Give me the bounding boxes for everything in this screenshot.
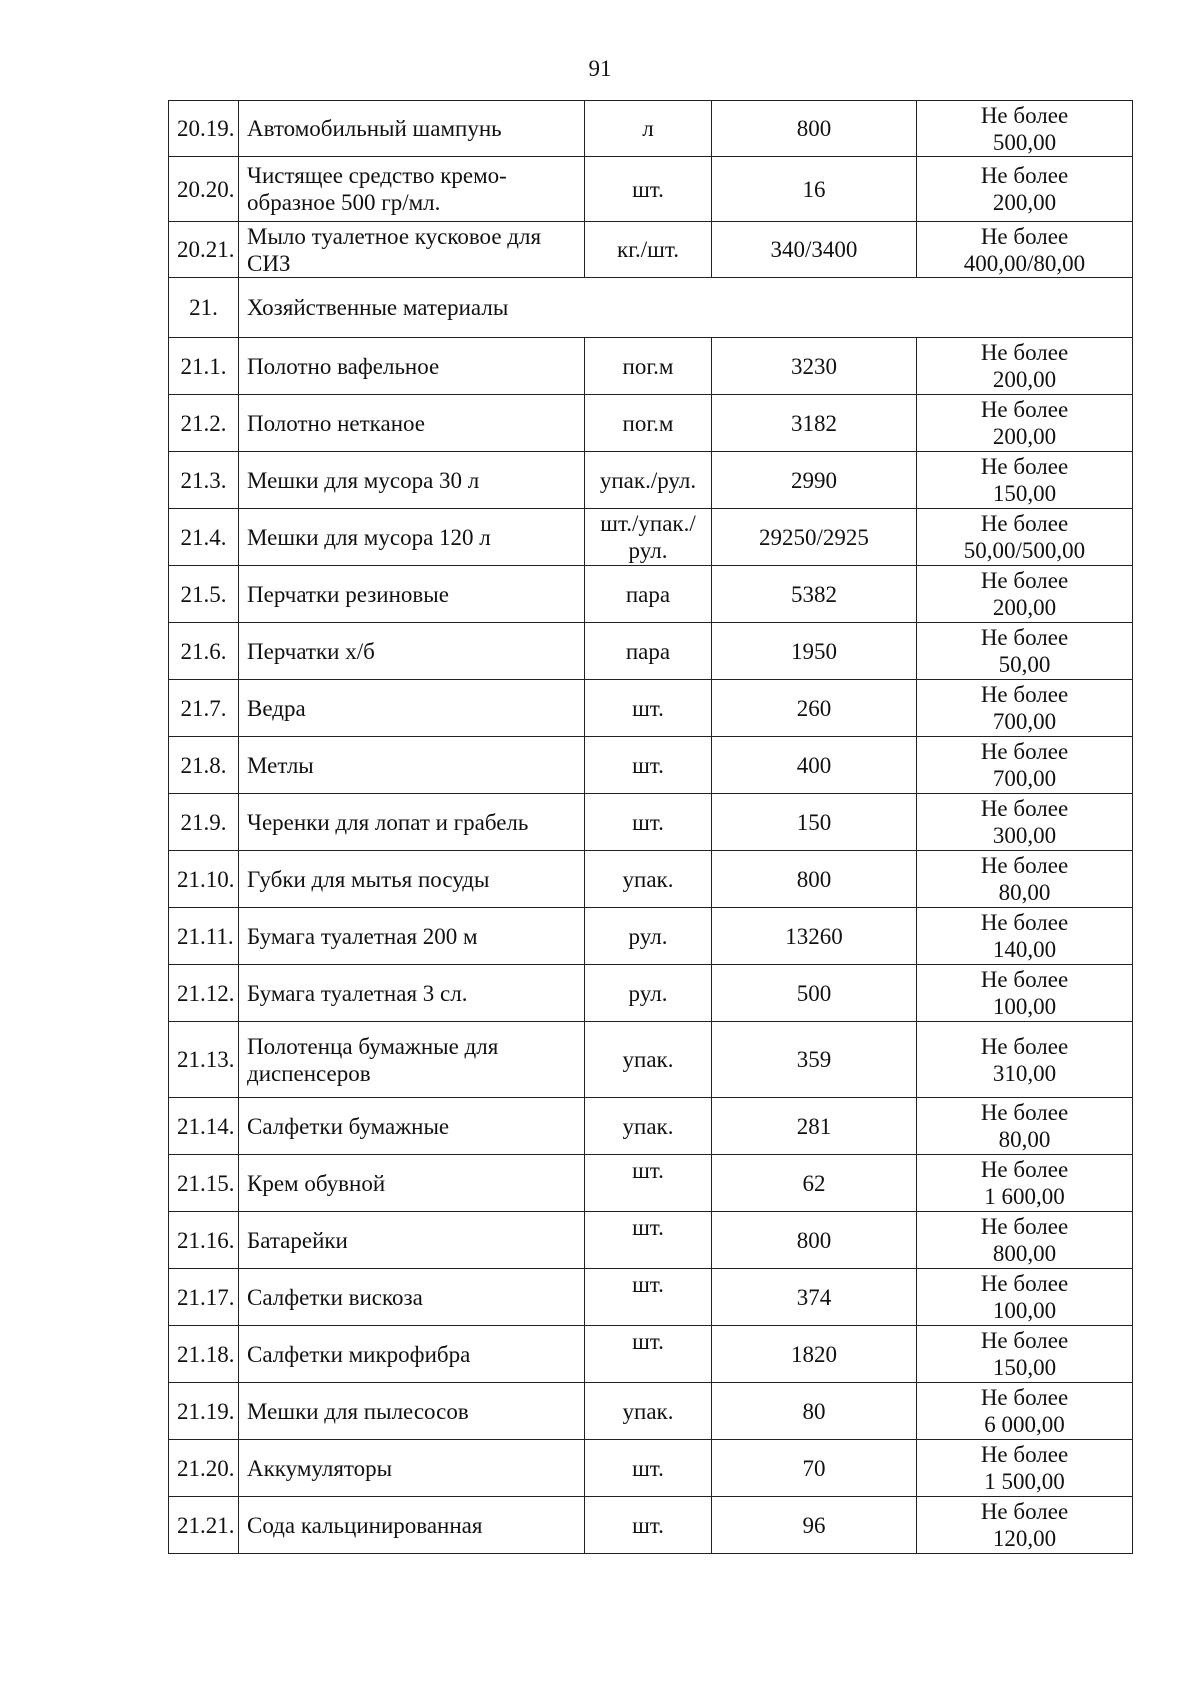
item-price — [917, 1212, 1133, 1269]
item-name: Полотно вафельное — [239, 338, 585, 395]
table-row — [169, 566, 1133, 623]
item-number: 21.18. — [169, 1326, 239, 1383]
item-quantity: 62 — [712, 1155, 917, 1212]
price-prefix: Не более — [980, 511, 1069, 536]
item-price — [917, 1497, 1133, 1554]
item-unit: кг./шт. — [585, 222, 712, 278]
item-quantity: 340/3400 — [712, 222, 917, 278]
item-name: Салфетки вискоза — [239, 1269, 585, 1326]
price-value: 700,00 — [992, 709, 1057, 734]
price-prefix: Не более — [980, 739, 1069, 764]
item-unit: пог.м — [585, 395, 712, 452]
price-prefix: Не более — [980, 910, 1069, 935]
item-unit: шт. — [585, 1212, 712, 1269]
price-value: 200,00 — [992, 190, 1057, 215]
section-row — [169, 278, 1133, 338]
table-row — [169, 965, 1133, 1022]
table-row — [169, 908, 1133, 965]
section-title: Хозяйственные материалы — [239, 278, 1133, 338]
item-price — [917, 1326, 1133, 1383]
item-number: 21.3. — [169, 452, 239, 509]
table-row — [169, 101, 1133, 157]
item-price — [917, 452, 1133, 509]
price-prefix: Не более — [980, 454, 1069, 479]
item-quantity: 2990 — [712, 452, 917, 509]
price-value: 50,00/500,00 — [963, 538, 1086, 563]
price-prefix: Не более — [980, 1157, 1069, 1182]
item-quantity: 1950 — [712, 623, 917, 680]
item-quantity: 281 — [712, 1098, 917, 1155]
price-value: 1 500,00 — [984, 1469, 1065, 1494]
item-name: Ведра — [239, 680, 585, 737]
item-name: Аккумуляторы — [239, 1440, 585, 1497]
item-name: Мыло туалетное кусковое для СИЗ — [239, 222, 585, 278]
table-row — [169, 1497, 1133, 1554]
page-number: 91 — [588, 56, 612, 81]
price-prefix: Не более — [980, 1442, 1069, 1467]
price-value: 6 000,00 — [984, 1412, 1065, 1437]
item-number: 20.20. — [169, 157, 239, 222]
item-unit: упак. — [585, 1098, 712, 1155]
item-price — [917, 395, 1133, 452]
price-prefix: Не более — [980, 967, 1069, 992]
price-prefix: Не более — [980, 163, 1069, 188]
table-row — [169, 1269, 1133, 1326]
item-price — [917, 157, 1133, 222]
item-price — [917, 1098, 1133, 1155]
table-row — [169, 1098, 1133, 1155]
price-value: 200,00 — [992, 424, 1057, 449]
item-name: Чистящее средство кремо-образное 500 гр/мл. — [239, 157, 585, 222]
item-number: 21.21. — [169, 1497, 239, 1554]
price-prefix: Не более — [980, 853, 1069, 878]
item-unit: шт. — [585, 737, 712, 794]
item-name: Бумага туалетная 200 м — [239, 908, 585, 965]
price-prefix: Не более — [980, 1033, 1069, 1059]
item-number: 21.6. — [169, 623, 239, 680]
item-quantity: 1820 — [712, 1326, 917, 1383]
table-row — [169, 395, 1133, 452]
price-value: 400,00/80,00 — [963, 250, 1086, 276]
item-name: Мешки для пылесосов — [239, 1383, 585, 1440]
item-quantity: 260 — [712, 680, 917, 737]
item-quantity: 29250/2925 — [712, 509, 917, 566]
price-prefix: Не более — [980, 1385, 1069, 1410]
item-quantity: 80 — [712, 1383, 917, 1440]
price-prefix: Не более — [980, 796, 1069, 821]
price-value: 200,00 — [992, 367, 1057, 392]
item-unit: шт. — [585, 1269, 712, 1326]
item-price — [917, 509, 1133, 566]
item-quantity: 3182 — [712, 395, 917, 452]
price-prefix: Не более — [980, 397, 1069, 422]
table-row — [169, 452, 1133, 509]
table-row — [169, 1212, 1133, 1269]
table-row — [169, 851, 1133, 908]
item-unit: шт. — [585, 157, 712, 222]
item-name: Батарейки — [239, 1212, 585, 1269]
table-row — [169, 338, 1133, 395]
item-price — [917, 737, 1133, 794]
item-price — [917, 101, 1133, 157]
table-row — [169, 737, 1133, 794]
table-row — [169, 794, 1133, 851]
price-value: 800,00 — [992, 1241, 1057, 1266]
item-number: 21.19. — [169, 1383, 239, 1440]
materials-table — [168, 100, 1133, 1554]
item-unit: упак. — [585, 851, 712, 908]
item-number: 20.19. — [169, 101, 239, 157]
item-unit: упак./рул. — [585, 452, 712, 509]
item-unit: пара — [585, 623, 712, 680]
item-name: Салфетки бумажные — [239, 1098, 585, 1155]
item-quantity: 374 — [712, 1269, 917, 1326]
price-prefix: Не более — [980, 1214, 1069, 1239]
item-unit: шт. — [585, 1440, 712, 1497]
price-prefix: Не более — [980, 1499, 1069, 1524]
table-row — [169, 157, 1133, 222]
price-prefix: Не более — [980, 340, 1069, 365]
table-row — [169, 680, 1133, 737]
table-row — [169, 1022, 1133, 1098]
price-prefix: Не более — [980, 1271, 1069, 1296]
item-unit: пара — [585, 566, 712, 623]
table-row — [169, 1383, 1133, 1440]
item-number: 20.21. — [169, 222, 239, 278]
item-price — [917, 794, 1133, 851]
item-price — [917, 1440, 1133, 1497]
item-unit: шт. — [585, 1326, 712, 1383]
item-number: 21.8. — [169, 737, 239, 794]
item-name: Сода кальцинированная — [239, 1497, 585, 1554]
item-number: 21.7. — [169, 680, 239, 737]
item-price — [917, 680, 1133, 737]
table-row — [169, 1440, 1133, 1497]
item-unit: рул. — [585, 965, 712, 1022]
item-unit: упак. — [585, 1383, 712, 1440]
item-price — [917, 338, 1133, 395]
item-number: 21.14. — [169, 1098, 239, 1155]
item-number: 21.1. — [169, 338, 239, 395]
item-quantity: 13260 — [712, 908, 917, 965]
price-value: 300,00 — [992, 823, 1057, 848]
table-row — [169, 623, 1133, 680]
price-value: 150,00 — [992, 1355, 1057, 1380]
item-price — [917, 908, 1133, 965]
item-number: 21.11. — [169, 908, 239, 965]
item-name: Салфетки микрофибра — [239, 1326, 585, 1383]
item-name: Перчатки резиновые — [239, 566, 585, 623]
item-quantity: 400 — [712, 737, 917, 794]
item-name: Мешки для мусора 30 л — [239, 452, 585, 509]
item-quantity: 800 — [712, 101, 917, 157]
price-value: 100,00 — [992, 994, 1057, 1019]
item-number: 21.5. — [169, 566, 239, 623]
item-number: 21.4. — [169, 509, 239, 566]
item-name: Полотно нетканое — [239, 395, 585, 452]
item-unit: шт. — [585, 680, 712, 737]
item-unit: шт. — [585, 1155, 712, 1212]
price-value: 200,00 — [992, 595, 1057, 620]
item-unit: рул. — [585, 908, 712, 965]
item-name: Автомобильный шампунь — [239, 101, 585, 157]
table-row — [169, 509, 1133, 566]
price-value: 150,00 — [992, 481, 1057, 506]
price-prefix: Не более — [980, 682, 1069, 707]
price-prefix: Не более — [980, 102, 1069, 128]
price-prefix: Не более — [980, 568, 1069, 593]
price-value: 140,00 — [992, 937, 1057, 962]
item-quantity: 96 — [712, 1497, 917, 1554]
item-number: 21.13. — [169, 1022, 239, 1098]
item-quantity: 800 — [712, 851, 917, 908]
item-price — [917, 1383, 1133, 1440]
item-price — [917, 965, 1133, 1022]
item-price — [917, 1269, 1133, 1326]
price-value: 80,00 — [998, 880, 1051, 905]
item-unit: шт. — [585, 794, 712, 851]
item-unit: шт./упак./ рул. — [585, 509, 712, 566]
item-name: Полотенца бумажные для диспенсеров — [239, 1022, 585, 1098]
price-value: 310,00 — [992, 1060, 1057, 1086]
price-prefix: Не более — [980, 625, 1069, 650]
price-value: 500,00 — [992, 129, 1057, 155]
item-quantity: 500 — [712, 965, 917, 1022]
item-unit: шт. — [585, 1497, 712, 1554]
item-unit: упак. — [585, 1022, 712, 1098]
item-unit: пог.м — [585, 338, 712, 395]
item-name: Мешки для мусора 120 л — [239, 509, 585, 566]
item-price — [917, 1022, 1133, 1098]
item-name: Бумага туалетная 3 сл. — [239, 965, 585, 1022]
item-number: 21.9. — [169, 794, 239, 851]
item-price — [917, 566, 1133, 623]
item-quantity: 800 — [712, 1212, 917, 1269]
item-name: Черенки для лопат и грабель — [239, 794, 585, 851]
item-price — [917, 1155, 1133, 1212]
item-unit: л — [585, 101, 712, 157]
item-quantity: 70 — [712, 1440, 917, 1497]
item-price — [917, 623, 1133, 680]
item-price — [917, 222, 1133, 278]
item-name: Перчатки х/б — [239, 623, 585, 680]
item-name: Губки для мытья посуды — [239, 851, 585, 908]
item-number: 21.2. — [169, 395, 239, 452]
price-value: 1 600,00 — [984, 1184, 1065, 1209]
table-row — [169, 222, 1133, 278]
table-row — [169, 1155, 1133, 1212]
item-quantity: 3230 — [712, 338, 917, 395]
item-quantity: 359 — [712, 1022, 917, 1098]
price-prefix: Не более — [980, 1328, 1069, 1353]
item-number: 21.15. — [169, 1155, 239, 1212]
item-number: 21.16. — [169, 1212, 239, 1269]
item-name: Метлы — [239, 737, 585, 794]
item-number: 21.17. — [169, 1269, 239, 1326]
price-value: 120,00 — [992, 1526, 1057, 1551]
item-quantity: 150 — [712, 794, 917, 851]
price-prefix: Не более — [980, 223, 1069, 249]
item-number: 21.10. — [169, 851, 239, 908]
item-quantity: 16 — [712, 157, 917, 222]
price-value: 700,00 — [992, 766, 1057, 791]
item-price — [917, 851, 1133, 908]
price-value: 100,00 — [992, 1298, 1057, 1323]
item-name: Крем обувной — [239, 1155, 585, 1212]
item-number: 21.12. — [169, 965, 239, 1022]
item-number: 21.20. — [169, 1440, 239, 1497]
price-prefix: Не более — [980, 1100, 1069, 1125]
price-value: 50,00 — [998, 652, 1051, 677]
price-value: 80,00 — [998, 1127, 1051, 1152]
item-quantity: 5382 — [712, 566, 917, 623]
item-number: 21. — [169, 278, 239, 338]
table-row — [169, 1326, 1133, 1383]
